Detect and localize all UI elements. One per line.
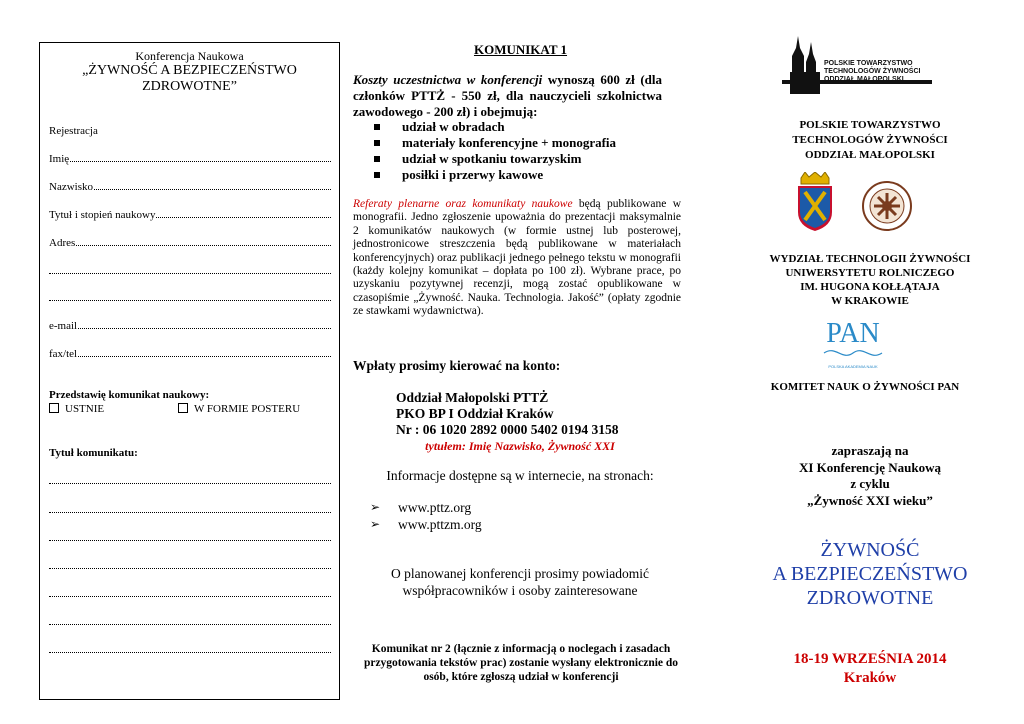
conference-label: Konferencja Naukowa <box>135 49 244 63</box>
pan-logo <box>818 315 888 371</box>
org-faculty <box>720 252 1020 308</box>
list-item: materiały konferencyjne + monografia <box>374 135 674 151</box>
option-poster[interactable] <box>178 403 300 415</box>
paper-title-line-2[interactable] <box>49 511 331 513</box>
pan-logo-text: PAN <box>826 318 880 349</box>
address-label: Adres <box>49 237 76 249</box>
bank-account-block <box>396 390 619 438</box>
email-field[interactable] <box>49 318 331 332</box>
faculty-seal <box>862 181 912 231</box>
transfer-title: tytułem: Imię Nazwisko, Żywność XXI <box>425 439 615 453</box>
notify-line2: współpracowników i osoby zainteresowane <box>402 583 638 598</box>
email-label: e-mail <box>49 320 78 332</box>
invitation-text <box>720 443 1020 509</box>
oral-label: USTNIE <box>65 403 105 415</box>
cost-text: wynoszą 600 zł (dla członków PTTŻ - 550 zł, dla nauczycieli szkolnictwa zawodowego - 200 zł) i obejmują: <box>353 72 662 119</box>
invite-line2: XI Konferencję Naukową <box>798 459 942 475</box>
org-pttz-line2: TECHNOLOGÓW ŻYWNOŚCI <box>792 134 948 146</box>
invite-line4: „Żywność XXI wieku” <box>807 492 933 508</box>
academic-title-field[interactable] <box>49 207 331 221</box>
list-item: udział w obradach <box>374 119 674 135</box>
wawel-church-icon <box>782 34 932 98</box>
university-crest <box>795 172 835 232</box>
list-item: posiłki i przerwy kawowe <box>374 167 674 183</box>
link-pttz[interactable]: ➢ www.pttz.org <box>370 499 482 516</box>
conference-title <box>700 538 1024 610</box>
faculty-seal-icon <box>862 181 912 231</box>
conference-title-line1: „ŻYWNOŚĆ A BEZPIECZEŃSTWO <box>82 63 297 78</box>
university-crest-icon <box>795 172 835 232</box>
address-line-2[interactable] <box>49 272 331 274</box>
paper-title-line-6[interactable] <box>49 623 331 625</box>
paper-title-line-1[interactable] <box>49 482 331 484</box>
fax-field[interactable] <box>49 346 331 360</box>
address-field[interactable] <box>49 235 331 249</box>
registration-form-box <box>39 42 340 700</box>
title-line3: ZDROWOTNE <box>806 587 934 609</box>
title-line2: A BEZPIECZEŃSTWO <box>772 563 968 585</box>
papers-text: będą publikowane w monografii. Jedno zgłoszenie upoważnia do prezentacji maksymalnie 2 komunikatów naukowych (w formie ustnej lub posterowej, jednostronicowe streszczenia będą publikowane w materiałach konferencyjnych) oraz publikacji jednego pełnego tekstu w monografii (każdy kolejny komunikat – dopłata po 100 zł). Wybrane prace, po uzyskaniu pozytywnej recenzji, mogą zostać opublikowane w czasopiśmie „Żywność. Nauka. Technologia. Jakość” (opłaty zgodnie ze stawkami wydawnictwa). <box>353 198 681 318</box>
pan-logo-icon <box>818 315 888 371</box>
email-line[interactable] <box>78 318 331 329</box>
pan-logo-subtext: POLSKA AKADEMIA NAUK <box>828 364 878 369</box>
notify-line1: O planowanej konferencji prosimy powiadomić <box>391 566 649 581</box>
registration-heading: Rejestracja <box>49 125 98 137</box>
academic-title-label: Tytuł i stopień naukowy <box>49 209 156 221</box>
presentation-type-label: Przedstawię komunikat naukowy: <box>49 389 210 401</box>
paper-title-label: Tytuł komunikatu: <box>49 447 138 459</box>
papers-italic: Referaty plenarne oraz komunikaty naukowe <box>353 198 573 210</box>
name-field[interactable] <box>49 151 331 165</box>
name-label: Imię <box>49 153 70 165</box>
surname-field[interactable] <box>49 179 331 193</box>
communique-heading: KOMUNIKAT 1 <box>473 42 568 57</box>
links-list <box>370 499 482 533</box>
option-oral[interactable] <box>49 403 104 415</box>
second-communique-note: Komunikat nr 2 (łącznie z informacją o noclegach i zasadach przygotowania tekstów prac) zostanie wysłany elektronicznie do osób, które zgłoszą udział w konferencji <box>363 643 679 683</box>
invite-line3: z cyklu <box>850 476 890 491</box>
account-bank: PKO BP I Oddział Kraków <box>396 406 554 421</box>
paper-title-line-4[interactable] <box>49 567 331 569</box>
date-location <box>720 650 1020 688</box>
org-faculty-line2: UNIWERSYTETU ROLNICZEGO <box>785 267 955 279</box>
org-faculty-line1: WYDZIAŁ TECHNOLOGII ŻYWNOŚCI <box>769 253 971 265</box>
paper-title-line-3[interactable] <box>49 539 331 541</box>
paper-title-line-5[interactable] <box>49 595 331 597</box>
org-faculty-line4: W KRAKOWIE <box>831 295 909 307</box>
logo-text-2: TECHNOLOGÓW ŻYWNOŚCI <box>824 68 921 75</box>
org-pttz-line3: ODDZIAŁ MAŁOPOLSKI <box>805 149 935 161</box>
poster-label: W FORMIE POSTERU <box>194 403 301 415</box>
conference-title-line2: ZDROWOTNE” <box>142 79 237 94</box>
cost-paragraph <box>353 72 662 120</box>
account-name: Oddział Małopolski PTTŻ <box>396 390 549 405</box>
fax-line[interactable] <box>78 346 331 357</box>
notify-text <box>353 565 687 599</box>
conference-city: Kraków <box>843 670 897 686</box>
form-header <box>40 50 339 95</box>
invite-line1: zapraszają na <box>831 443 909 458</box>
info-text: Informacje dostępne są w internecie, na stronach: <box>386 468 654 483</box>
academic-title-line[interactable] <box>156 207 331 218</box>
paper-title-line-7[interactable] <box>49 651 331 653</box>
surname-line[interactable] <box>94 179 331 190</box>
org-pttz <box>720 118 1020 163</box>
link-pttzm[interactable]: ➢ www.pttzm.org <box>370 516 482 533</box>
publication-paragraph <box>353 198 681 319</box>
cost-italic: Koszty uczestnictwa w konferencji <box>353 72 543 87</box>
address-line-3[interactable] <box>49 299 331 301</box>
list-item: udział w spotkaniu towarzyskim <box>374 151 674 167</box>
org-pan-committee: KOMITET NAUK O ŻYWNOŚCI PAN <box>770 381 960 393</box>
title-line1: ŻYWNOŚĆ <box>820 539 920 561</box>
account-number: Nr : 06 1020 2892 0000 5402 0194 3158 <box>396 422 619 437</box>
logo-text-1: POLSKIE TOWARZYSTWO <box>824 60 913 67</box>
surname-label: Nazwisko <box>49 181 93 193</box>
name-line[interactable] <box>70 151 331 162</box>
cost-includes-list <box>374 119 674 183</box>
payment-heading: Wpłaty prosimy kierować na konto: <box>353 358 561 373</box>
fax-label: fax/tel <box>49 348 78 360</box>
pttz-logo <box>782 34 932 98</box>
org-pttz-line1: POLSKIE TOWARZYSTWO <box>799 119 941 131</box>
oral-checkbox[interactable] <box>49 403 59 413</box>
poster-checkbox[interactable] <box>178 403 188 413</box>
conference-date: 18-19 WRZEŚNIA 2014 <box>793 651 947 667</box>
address-line[interactable] <box>76 235 331 246</box>
org-faculty-line3: IM. HUGONA KOŁŁĄTAJA <box>800 281 940 293</box>
logo-text-3: ODDZIAŁ MAŁOPOLSKI <box>824 76 904 83</box>
